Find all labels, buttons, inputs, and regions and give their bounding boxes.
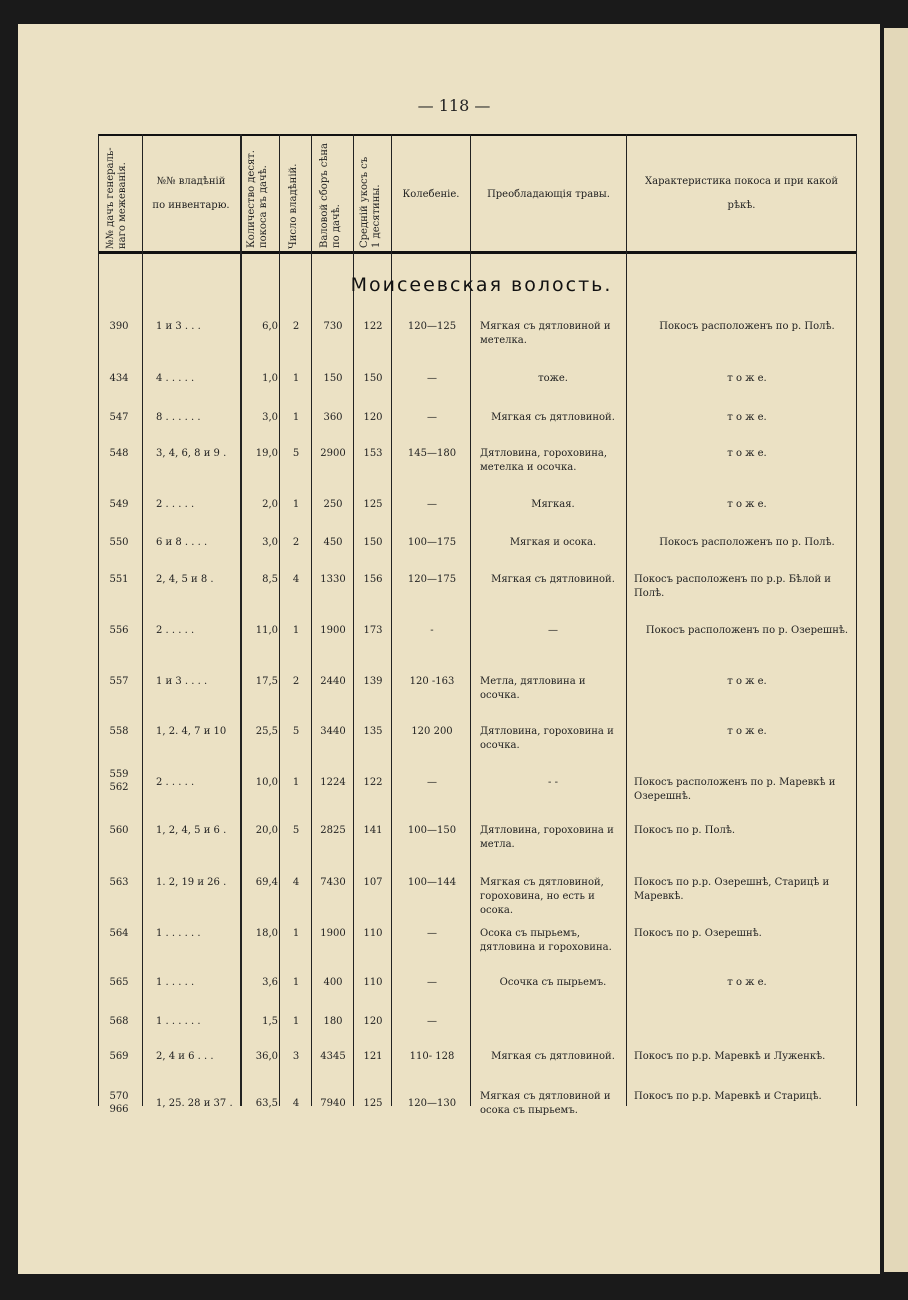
- row-dacha-number: 570 966: [109, 1091, 129, 1115]
- row-owners: 8 . . . . . .: [156, 412, 201, 423]
- row-area: 1,0: [262, 373, 278, 384]
- row-characteristics: Покосъ по р. Полѣ.: [634, 825, 736, 836]
- row-gross: 250: [323, 499, 343, 510]
- row-characteristics: Покосъ расположенъ по р. Полѣ.: [659, 321, 835, 332]
- row-area: 6,0: [262, 321, 278, 332]
- row-count: 4: [292, 1098, 300, 1109]
- row-owners: 6 и 8 . . . .: [156, 537, 208, 548]
- row-owners: 1 и 3 . . .: [156, 321, 201, 332]
- row-variation: —: [427, 412, 437, 423]
- row-variation: 120 -163: [409, 676, 455, 687]
- header-owner-number: №№ владѣній по инвентарю.: [152, 176, 230, 211]
- row-variation: —: [427, 928, 437, 939]
- row-variation: 100—175: [407, 537, 457, 548]
- row-count: 2: [292, 676, 300, 687]
- row-dacha-number: 559 562: [109, 769, 129, 793]
- row-owners: 2 . . . . .: [156, 777, 195, 788]
- row-characteristics: Покосъ расположенъ по р. Полѣ.: [659, 537, 835, 548]
- row-characteristics: т о ж е.: [727, 726, 767, 737]
- table-top-rule: [98, 134, 856, 136]
- row-gross: 2440: [320, 676, 346, 687]
- row-dacha-number: 564: [109, 928, 129, 939]
- row-area: 10,0: [255, 777, 278, 788]
- row-owners: 1 и 3 . . . .: [156, 676, 208, 687]
- row-dacha-number: 551: [109, 574, 129, 585]
- row-average: 110: [363, 928, 383, 939]
- row-variation: —: [427, 499, 437, 510]
- row-area: 1,5: [262, 1016, 278, 1027]
- row-count: 1: [292, 412, 300, 423]
- section-title: Моисеевская волость.: [350, 274, 613, 296]
- row-grasses: Осока съ пырьемъ, дятловина и гороховина.: [480, 928, 612, 953]
- row-grasses: Мягкая съ дятловиной.: [491, 1051, 615, 1062]
- row-average: 122: [363, 777, 383, 788]
- row-characteristics: Покосъ по р. Озерешнѣ.: [634, 928, 762, 939]
- row-dacha-number: 568: [109, 1016, 129, 1027]
- row-area: 3,6: [262, 977, 278, 988]
- row-grasses: —: [548, 625, 558, 636]
- header-bottom-rule: [98, 251, 856, 254]
- row-gross: 2900: [320, 448, 346, 459]
- row-average: 135: [363, 726, 383, 737]
- header-gross-yield: Валовой сборъ сѣна по дачѣ.: [319, 142, 342, 248]
- row-grasses: Мягкая съ дятловиной и осока съ пырьемъ.: [480, 1091, 611, 1116]
- row-variation: 120—125: [407, 321, 457, 332]
- row-dacha-number: 390: [109, 321, 129, 332]
- row-owners: 1, 2. 4, 7 и 10: [156, 726, 227, 737]
- header-owner-count: Число владѣній.: [288, 163, 299, 249]
- row-gross: 1330: [320, 574, 346, 585]
- row-variation: —: [427, 977, 437, 988]
- row-characteristics: т о ж е.: [727, 412, 767, 423]
- row-average: 153: [363, 448, 383, 459]
- row-characteristics: т о ж е.: [727, 448, 767, 459]
- row-average: 125: [363, 499, 383, 510]
- row-gross: 1900: [320, 625, 346, 636]
- row-area: 63,5: [255, 1098, 278, 1109]
- row-owners: 4 . . . . .: [156, 373, 195, 384]
- row-gross: 360: [323, 412, 343, 423]
- row-area: 36,0: [255, 1051, 278, 1062]
- row-owners: 2 . . . . .: [156, 625, 195, 636]
- row-average: 156: [363, 574, 383, 585]
- row-average: 139: [363, 676, 383, 687]
- row-count: 1: [292, 928, 300, 939]
- row-grasses: Мягкая и осока.: [509, 537, 597, 548]
- row-count: 1: [292, 625, 300, 636]
- row-dacha-number: 550: [109, 537, 129, 548]
- row-owners: 3, 4, 6, 8 и 9 .: [156, 448, 227, 459]
- row-average: 173: [363, 625, 383, 636]
- row-average: 125: [363, 1098, 383, 1109]
- row-area: 8,5: [262, 574, 278, 585]
- row-count: 1: [292, 499, 300, 510]
- row-dacha-number: 569: [109, 1051, 129, 1062]
- row-average: 150: [363, 537, 383, 548]
- row-variation: —: [427, 1016, 437, 1027]
- row-count: 4: [292, 574, 300, 585]
- row-grasses: Дятловина, гороховина и осочка.: [480, 726, 614, 751]
- row-gross: 450: [323, 537, 343, 548]
- row-count: 1: [292, 373, 300, 384]
- row-variation: 120 200: [411, 726, 453, 737]
- row-variation: 120—175: [407, 574, 457, 585]
- row-characteristics: Покосъ по р.р. Маревкѣ и Луженкѣ.: [634, 1051, 826, 1062]
- row-count: 4: [292, 877, 300, 888]
- adjacent-page-edge: [884, 28, 908, 1272]
- row-gross: 1900: [320, 928, 346, 939]
- row-variation: 120—130: [407, 1098, 457, 1109]
- row-grasses: Дятловина, гороховина, метелка и осочка.: [480, 448, 608, 473]
- row-count: 5: [292, 726, 300, 737]
- row-grasses: Дятловина, гороховина и метла.: [480, 825, 614, 850]
- header-variation: Колебеніе.: [402, 188, 460, 200]
- row-owners: 1. 2, 19 и 26 .: [156, 877, 227, 888]
- row-variation: -: [430, 625, 434, 636]
- row-grasses: Мягкая съ дятловиной, гороховина, но есть и осока.: [480, 877, 604, 916]
- row-owners: 2, 4 и 6 . . .: [156, 1051, 214, 1062]
- row-characteristics: т о ж е.: [727, 676, 767, 687]
- row-gross: 150: [323, 373, 343, 384]
- row-variation: 100—144: [407, 877, 457, 888]
- row-average: 110: [363, 977, 383, 988]
- row-characteristics: Покосъ расположенъ по р. Маревкѣ и Озерешнѣ.: [634, 777, 836, 802]
- row-gross: 1224: [320, 777, 346, 788]
- row-gross: 7430: [320, 877, 346, 888]
- row-dacha-number: 560: [109, 825, 129, 836]
- row-area: 19,0: [255, 448, 278, 459]
- row-area: 11,0: [255, 625, 278, 636]
- row-dacha-number: 563: [109, 877, 129, 888]
- row-count: 1: [292, 977, 300, 988]
- row-dacha-number: 558: [109, 726, 129, 737]
- row-area: 3,0: [262, 412, 278, 423]
- row-owners: 1 . . . . .: [156, 977, 195, 988]
- row-grasses: Мягкая съ дятловиной.: [491, 574, 615, 585]
- row-count: 2: [292, 537, 300, 548]
- row-count: 5: [292, 448, 300, 459]
- row-characteristics: Покосъ расположенъ по р.р. Бѣлой и Полѣ.: [634, 574, 831, 599]
- row-gross: 3440: [320, 726, 346, 737]
- row-average: 121: [363, 1051, 383, 1062]
- header-grasses: Преобладающія травы.: [487, 188, 610, 200]
- row-characteristics: т о ж е.: [727, 373, 767, 384]
- row-variation: —: [427, 373, 437, 384]
- row-area: 25,5: [255, 726, 278, 737]
- row-grasses: Мягкая съ дятловиной.: [491, 412, 615, 423]
- row-dacha-number: 557: [109, 676, 129, 687]
- row-gross: 4345: [320, 1051, 346, 1062]
- row-variation: 110- 128: [409, 1051, 455, 1062]
- row-area: 17,5: [255, 676, 278, 687]
- row-dacha-number: 548: [109, 448, 129, 459]
- row-dacha-number: 549: [109, 499, 129, 510]
- row-owners: 1, 2, 4, 5 и 6 .: [156, 825, 227, 836]
- row-gross: 7940: [320, 1098, 346, 1109]
- row-characteristics: Покосъ расположенъ по р. Озерешнѣ.: [645, 625, 849, 636]
- row-area: 18,0: [255, 928, 278, 939]
- row-average: 141: [363, 825, 383, 836]
- row-count: 2: [292, 321, 300, 332]
- row-characteristics: Покосъ по р.р. Маревкѣ и Старицѣ.: [634, 1091, 822, 1102]
- row-average: 107: [363, 877, 383, 888]
- row-characteristics: т о ж е.: [727, 977, 767, 988]
- row-owners: 2, 4, 5 и 8 .: [156, 574, 214, 585]
- row-gross: 2825: [320, 825, 346, 836]
- row-owners: 1, 25. 28 и 37 .: [156, 1098, 233, 1109]
- row-grasses: тоже.: [538, 373, 568, 384]
- row-average: 150: [363, 373, 383, 384]
- row-characteristics: Покосъ по р.р. Озерешнѣ, Старицѣ и Маревкѣ.: [634, 877, 830, 902]
- row-grasses: Мягкая съ дятловиной и метелка.: [480, 321, 611, 346]
- row-count: 3: [292, 1051, 300, 1062]
- header-average-yield: Средній укосъ съ 1 десятины.: [359, 156, 382, 248]
- row-area: 20,0: [255, 825, 278, 836]
- row-gross: 730: [323, 321, 343, 332]
- row-characteristics: т о ж е.: [727, 499, 767, 510]
- row-average: 122: [363, 321, 383, 332]
- row-variation: 100—150: [407, 825, 457, 836]
- row-grasses: Метла, дятловина и осочка.: [480, 676, 586, 701]
- header-area: Количество десят. покоса въ дачѣ.: [246, 150, 269, 248]
- row-gross: 400: [323, 977, 343, 988]
- row-grasses: - -: [548, 777, 558, 788]
- row-average: 120: [363, 1016, 383, 1027]
- row-dacha-number: 547: [109, 412, 129, 423]
- row-area: 2,0: [262, 499, 278, 510]
- row-grasses: Мягкая.: [531, 499, 575, 510]
- header-dacha-number: №№ дачъ генераль- наго межеванія.: [105, 147, 128, 249]
- row-variation: 145—180: [407, 448, 457, 459]
- row-variation: —: [427, 777, 437, 788]
- header-characteristics: Характеристика покоса и при какой рѣкѣ.: [645, 176, 838, 211]
- row-owners: 1 . . . . . .: [156, 1016, 201, 1027]
- row-grasses: Осочка съ пырьемъ.: [499, 977, 607, 988]
- row-count: 1: [292, 1016, 300, 1027]
- row-count: 1: [292, 777, 300, 788]
- row-dacha-number: 565: [109, 977, 129, 988]
- row-owners: 2 . . . . .: [156, 499, 195, 510]
- row-gross: 180: [323, 1016, 343, 1027]
- page-number: — 118 —: [417, 96, 491, 115]
- row-area: 3,0: [262, 537, 278, 548]
- row-dacha-number: 434: [109, 373, 129, 384]
- row-owners: 1 . . . . . .: [156, 928, 201, 939]
- row-count: 5: [292, 825, 300, 836]
- row-dacha-number: 556: [109, 625, 129, 636]
- row-area: 69,4: [255, 877, 278, 888]
- row-average: 120: [363, 412, 383, 423]
